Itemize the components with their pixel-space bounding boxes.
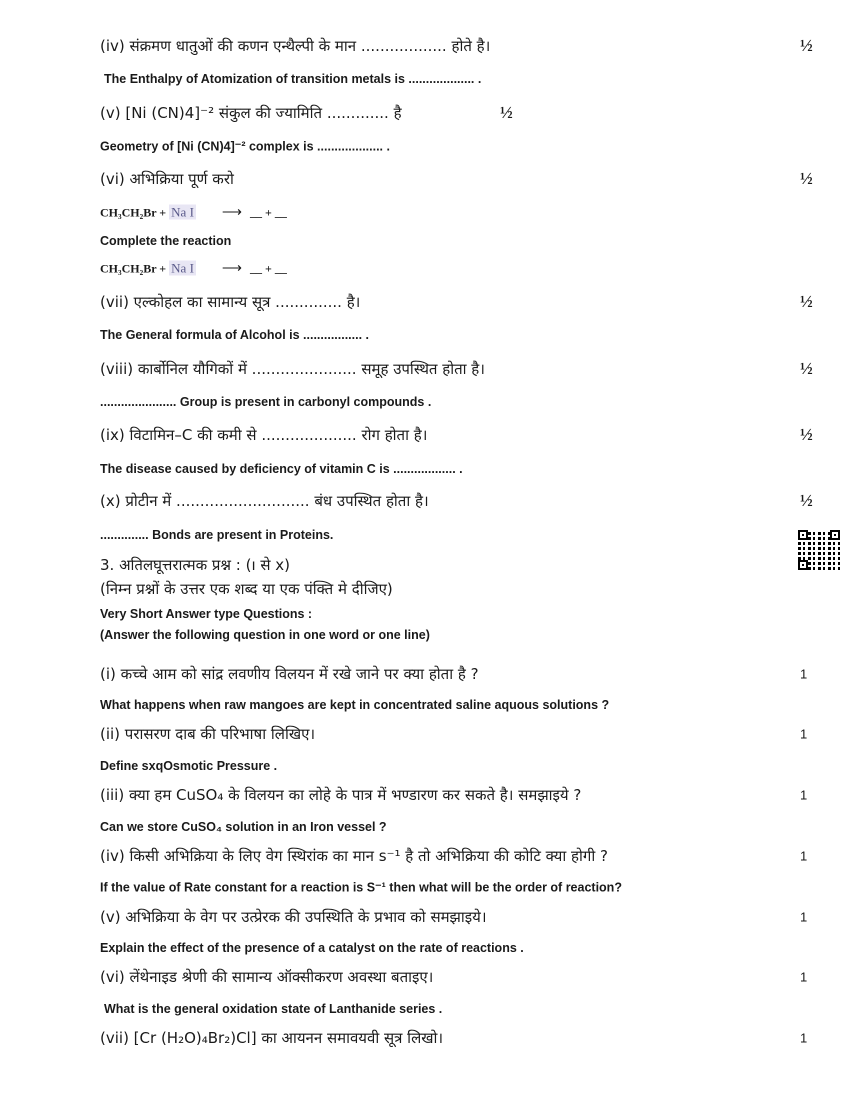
reaction-equation	[100, 261, 287, 278]
hindi-question-line: (iv) किसी अभिक्रिया के लिए वेग स्थिरांक का मान s⁻¹ है तो अभिक्रिया की कोटि क्या होगी ?	[100, 847, 608, 865]
hindi-question-line: (vi) अभिक्रिया पूर्ण करो	[100, 170, 234, 188]
qr-finder-pattern	[798, 530, 808, 540]
english-question-line: The General formula of Alcohol is ................. .	[100, 328, 370, 342]
hindi-question-line: (iii) क्या हम CuSO₄ के विलयन का लोहे के पात्र में भण्डारण कर सकते है। समझाइये ?	[100, 786, 582, 804]
english-question-line: ...................... Group is present in carbonyl compounds .	[100, 395, 432, 409]
hindi-question-line: (vi) लेंथेनाइड श्रेणी की सामान्य ऑक्सीकरण अवस्था बताइए।	[100, 968, 434, 986]
products-blank: __ + __	[249, 205, 287, 220]
hindi-question-line: (v) अभिक्रिया के वेग पर उत्प्रेरक की उपस्थिति के प्रभाव को समझाइये।	[100, 908, 487, 926]
hindi-question-line: (vii) [Cr (H₂O)₄Br₂)Cl] का आयनन समावयवी सूत्र लिखो।	[100, 1029, 444, 1047]
marks-label: ½	[800, 425, 813, 444]
marks-label: ½	[800, 491, 813, 510]
hindi-question-line: (x) प्रोटीन में ............................ बंध उपस्थित होता है।	[100, 492, 429, 510]
reaction-arrow-icon: ⟶	[221, 261, 242, 277]
english-question-line: What happens when raw mangoes are kept in concentrated saline aquous solutions ?	[100, 698, 610, 712]
marks-label: ½	[800, 292, 813, 311]
hindi-question-line: (iv) संक्रमण धातुओं की कणन एन्थैल्पी के मान .................. होते है।	[100, 37, 491, 55]
english-question-line: The Enthalpy of Atomization of transition metals is ................... .	[104, 72, 482, 86]
qr-finder-pattern	[830, 530, 840, 540]
qr-finder-pattern	[798, 560, 808, 570]
reaction-equation	[100, 205, 287, 222]
reaction-arrow-icon: ⟶	[221, 205, 242, 221]
hindi-question-line: (निम्न प्रश्नों के उत्तर एक शब्द या एक पंक्ति मे दीजिए)	[100, 580, 393, 598]
hindi-question-line: (v) [Ni (CN)4]⁻² संकुल की ज्यामिति ............. है	[100, 104, 402, 122]
marks-label: ½	[800, 359, 813, 378]
hindi-question-line: (ix) विटामिन–C की कमी से .................... रोग होता है।	[100, 426, 428, 444]
english-question-line: .............. Bonds are present in Proteins.	[100, 528, 334, 542]
english-question-line: What is the general oxidation state of Lanthanide series .	[104, 1002, 443, 1016]
english-question-line: (Answer the following question in one word or one line)	[100, 628, 430, 642]
english-question-line: Explain the effect of the presence of a catalyst on the rate of reactions .	[100, 941, 524, 955]
english-question-line: Define sxqOsmotic Pressure .	[100, 759, 278, 773]
english-question-line: Complete the reaction	[100, 234, 232, 248]
reactants: CH₃CH₂Br +	[100, 261, 170, 276]
hindi-question-line: (vii) एल्कोहल का सामान्य सूत्र .............. है।	[100, 293, 361, 311]
marks-label: ½	[500, 103, 513, 122]
products-blank: __ + __	[249, 261, 287, 276]
marks-label: 1	[800, 787, 808, 803]
marks-label: 1	[800, 848, 808, 864]
hindi-question-line: (i) कच्चे आम को सांद्र लवणीय विलयन में रखे जाने पर क्या होता है ?	[100, 665, 479, 683]
reagent: Na I	[171, 260, 194, 276]
reagent: Na I	[171, 204, 194, 220]
english-question-line: Geometry of [Ni (CN)4]⁻² complex is ................... .	[100, 139, 390, 154]
marks-label: 1	[800, 726, 808, 742]
english-question-line: If the value of Rate constant for a reaction is S⁻¹ then what will be the order of reaction?	[100, 880, 622, 895]
hindi-question-line: (ii) परासरण दाब की परिभाषा लिखिए।	[100, 725, 316, 743]
english-question-line: Very Short Answer type Questions :	[100, 607, 313, 621]
marks-label: ½	[800, 169, 813, 188]
english-question-line: Can we store CuSO₄ solution in an Iron vessel ?	[100, 820, 387, 834]
english-question-line: The disease caused by deficiency of vitamin C is .................. .	[100, 462, 463, 476]
marks-label: 1	[800, 969, 808, 985]
marks-label: ½	[800, 36, 813, 55]
hindi-question-line: 3. अतिलघूत्तरात्मक प्रश्न : (ı से x)	[100, 556, 291, 574]
marks-label: 1	[800, 1030, 808, 1046]
marks-label: 1	[800, 666, 808, 682]
reactants: CH₃CH₂Br +	[100, 205, 170, 220]
marks-label: 1	[800, 909, 808, 925]
hindi-question-line: (viii) कार्बोनिल यौगिकों में ...................... समूह उपस्थित होता है।	[100, 360, 485, 378]
